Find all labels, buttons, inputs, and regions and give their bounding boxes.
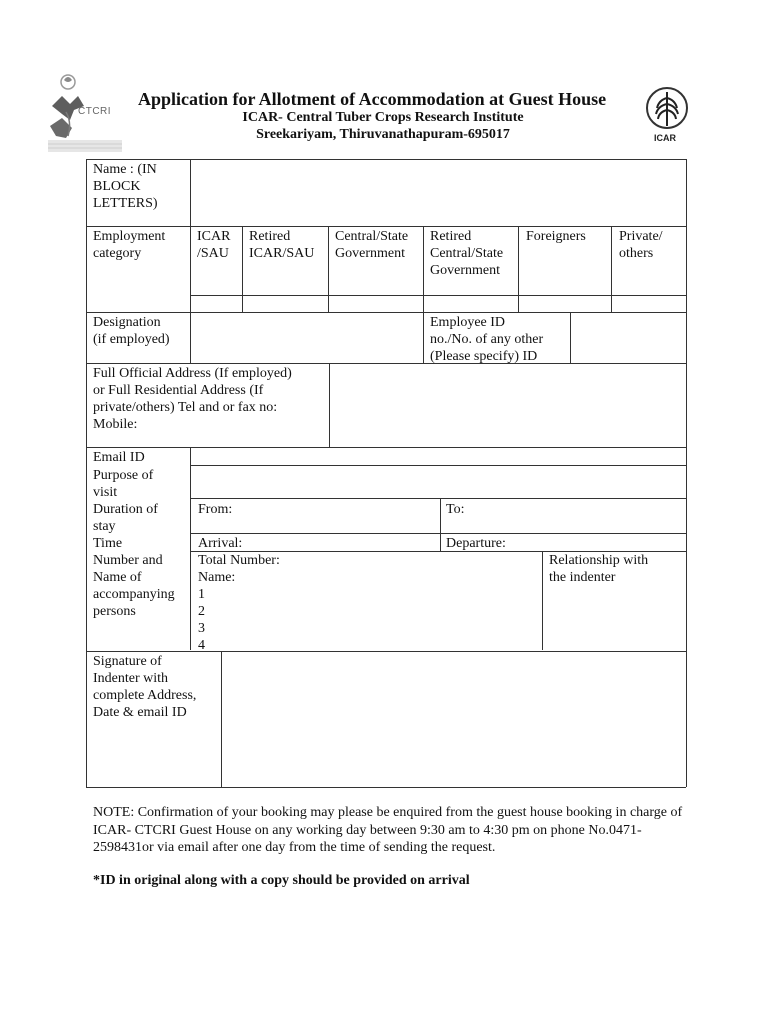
address-field[interactable] bbox=[330, 364, 685, 446]
id-requirement-note: *ID in original along with a copy should be provided on arrival bbox=[93, 873, 470, 888]
arrival-label[interactable]: Arrival: bbox=[198, 536, 243, 551]
departure-label[interactable]: Departure: bbox=[446, 536, 506, 551]
icar-logo-icon bbox=[644, 86, 690, 134]
icar-logo bbox=[644, 86, 690, 146]
option-retired-central-state-government: Retired Central/State Government bbox=[430, 229, 504, 278]
ctcri-logo bbox=[46, 72, 134, 154]
email-label: Email ID bbox=[93, 450, 145, 465]
page-title: Application for Allotment of Accommodation at Guest House bbox=[138, 89, 607, 109]
institute-address: Sreekariyam, Thiruvanathapuram-695017 bbox=[256, 127, 510, 142]
time-label: Time bbox=[93, 536, 123, 551]
option-foreigners: Foreigners bbox=[526, 229, 586, 244]
email-field[interactable] bbox=[191, 448, 685, 464]
relationship-label: Relationship with the indenter bbox=[549, 553, 649, 585]
duration-label: Duration of stay bbox=[93, 502, 158, 534]
name-label: Name : (IN BLOCK LETTERS) bbox=[93, 162, 158, 211]
purpose-label: Purpose of visit bbox=[93, 468, 154, 500]
option-retired-icar-sau: Retired ICAR/SAU bbox=[249, 229, 315, 261]
designation-field[interactable] bbox=[191, 313, 422, 362]
address-label: Full Official Address (If employed) or Full Residential Address (If private/others) Tel and or fax no: Mobile: bbox=[93, 366, 292, 432]
purpose-field[interactable] bbox=[191, 466, 685, 497]
designation-label: Designation (if employed) bbox=[93, 315, 170, 347]
employee-id-field[interactable] bbox=[571, 313, 685, 362]
from-label[interactable]: From: bbox=[198, 502, 233, 517]
accompanying-persons-label: Number and Name of accompanying persons bbox=[93, 553, 175, 619]
name-field[interactable] bbox=[191, 160, 685, 225]
signature-label: Signature of Indenter with complete Address, Date & email ID bbox=[93, 654, 197, 720]
option-central-state-government: Central/State Government bbox=[335, 229, 409, 261]
employment-check-row[interactable] bbox=[191, 296, 685, 311]
icar-logo-text: ICAR bbox=[654, 133, 676, 143]
option-private-others: Private/ others bbox=[619, 229, 663, 261]
signature-field[interactable] bbox=[222, 652, 685, 786]
to-label[interactable]: To: bbox=[446, 502, 465, 517]
institute-name: ICAR- Central Tuber Crops Research Institute bbox=[242, 110, 524, 125]
employment-category-label: Employment category bbox=[93, 229, 166, 261]
option-icar-sau: ICAR /SAU bbox=[197, 229, 231, 261]
ctcri-logo-text: CTCRI bbox=[78, 106, 112, 117]
accompanying-persons-fields[interactable]: Total Number: Name: 1 2 3 4 bbox=[198, 553, 280, 653]
employee-id-label: Employee ID no./No. of any other (Please specify) ID bbox=[430, 315, 544, 364]
booking-note: NOTE: Confirmation of your booking may please be enquired from the guest house booking in charge of ICAR- CTCRI Guest House on any working day between 9:30 am to 4:30 pm on phone No.0471-2598431or via email after one day from the time of sending the request. bbox=[93, 805, 683, 855]
